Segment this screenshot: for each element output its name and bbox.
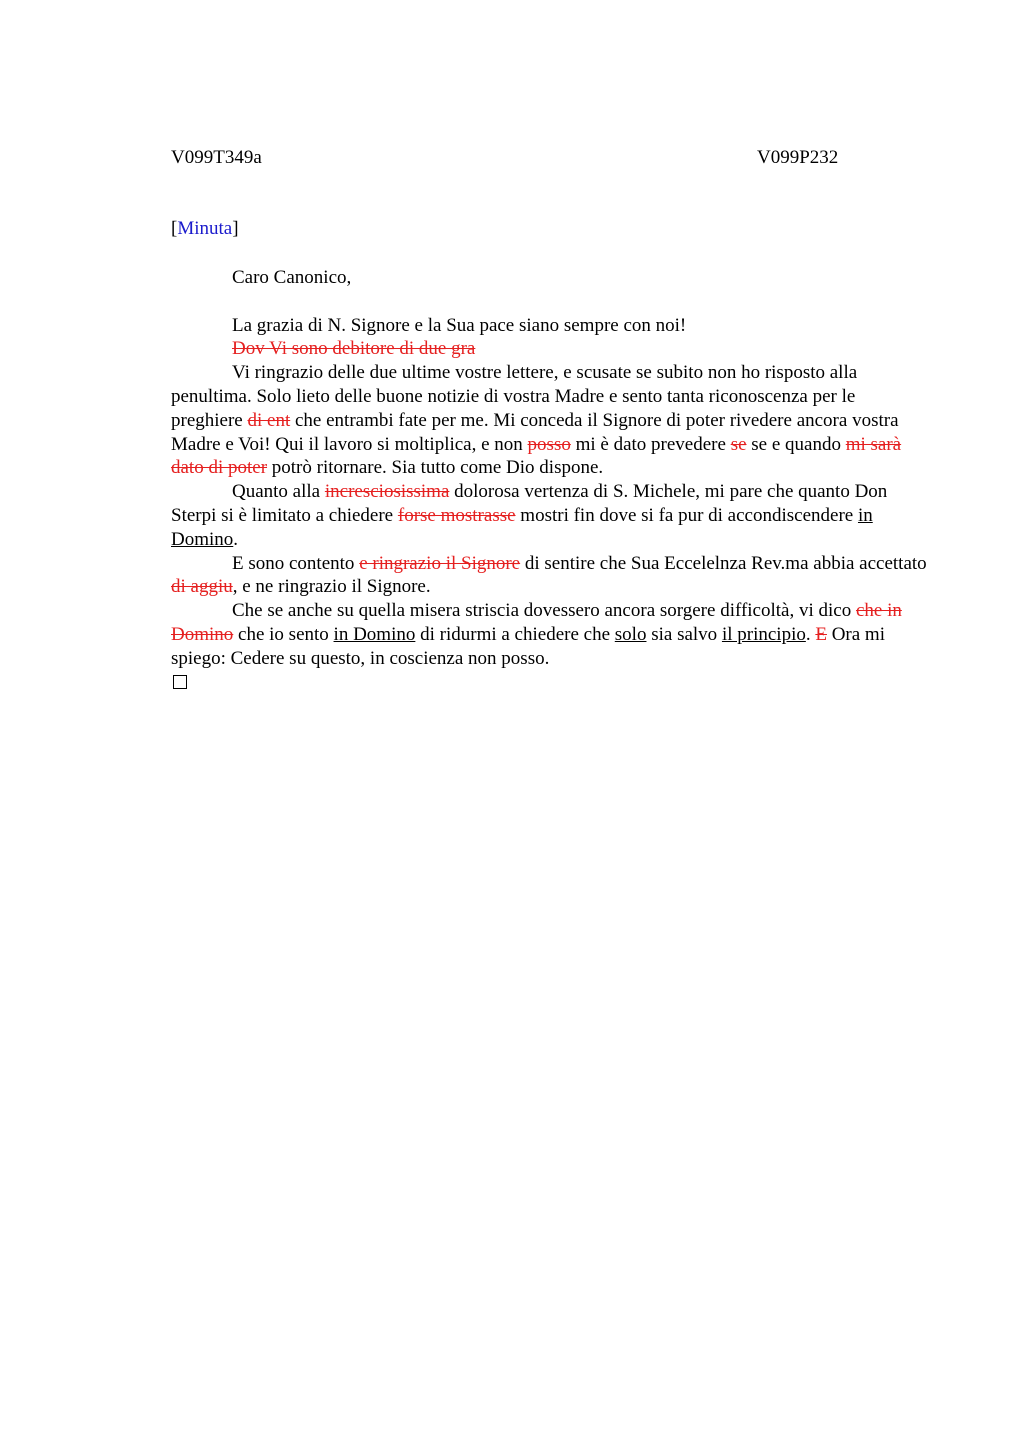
deleted-text: se (730, 433, 747, 455)
document-code-left: V099T349a (171, 147, 262, 168)
text-run: . (233, 528, 239, 550)
text-run: Che se anche su quella misera striscia dovessero ancora sorgere difficoltà, vi dico (232, 600, 856, 622)
text-run: di ridurmi a chiedere che (415, 623, 615, 645)
text-run: sia salvo (646, 623, 722, 645)
text-run: Quanto alla (232, 481, 325, 503)
deleted-text: E (815, 623, 827, 645)
underlined-text: in Domino (333, 623, 416, 645)
deleted-text: Dov Vi sono debitore di due gra (232, 338, 476, 360)
paragraph-1-body (171, 361, 931, 480)
text-run: se e quando (746, 433, 846, 455)
salutation: Caro Canonico, (232, 267, 352, 288)
deleted-text: incresciosissima (324, 481, 450, 503)
deleted-text: mi sarà dato di poter (171, 433, 902, 479)
text-run: che io sento (233, 623, 334, 645)
letter-body (171, 266, 931, 689)
deleted-text: forse mostrasse (397, 504, 516, 526)
deleted-text: posso (527, 433, 571, 455)
text-run: dolorosa vertenza di S. Michele, mi pare che quanto Don Sterpi si è limitato a chiedere (171, 481, 888, 526)
minuta-open-bracket: [ (171, 218, 178, 239)
page-code-right: V099P232 (757, 147, 839, 168)
deleted-text: di ent (247, 409, 291, 431)
underlined-text: solo (614, 623, 647, 645)
minuta-close-bracket: ] (232, 218, 239, 239)
text-run: E sono contento (232, 552, 360, 574)
text-run: , e ne ringrazio il Signore. (232, 576, 431, 598)
underlined-text: in Domino (171, 504, 873, 550)
paragraph-3 (171, 552, 931, 600)
underlined-text: il principio (721, 623, 806, 645)
text-run: . (805, 623, 816, 645)
text-run: mi è dato prevedere (570, 433, 731, 455)
deleted-text: che in Domino (171, 600, 902, 645)
text-run: che entrambi fate per me. Mi conceda il Signore di poter rivedere ancora vostra Madre e Voi! Qui il lavoro si moltiplica, e non (171, 409, 899, 455)
hollow-square-icon (173, 675, 187, 689)
text-run: potrò ritornare. Sia tutto come Dio dispone. (267, 457, 604, 479)
text-run: Vi ringrazio delle due ultime vostre lettere, e scusate se subito non ho risposto alla penultima. Solo lieto delle buone notizie di vostra Madre e sento tanta riconoscenza per le preghiere (171, 362, 858, 431)
minuta-label-text: Minuta (177, 218, 233, 239)
paragraph-1 (171, 337, 931, 361)
text-run: di sentire che Sua Eccelelnza Rev.ma abbia accettato (520, 552, 927, 574)
text-run: mostri fin dove si fa pur di accondiscendere (515, 504, 858, 526)
deleted-text: di aggiu (171, 576, 233, 598)
paragraph-2 (171, 480, 931, 551)
text-run: Ora mi spiego: Cedere su questo, in coscienza non posso. (171, 623, 885, 669)
greeting: La grazia di N. Signore e la Sua pace siano sempre con noi! (232, 314, 687, 336)
minuta-label (171, 218, 239, 240)
deleted-text: e ringrazio il Signore (359, 552, 521, 574)
paragraph-4 (171, 599, 931, 670)
